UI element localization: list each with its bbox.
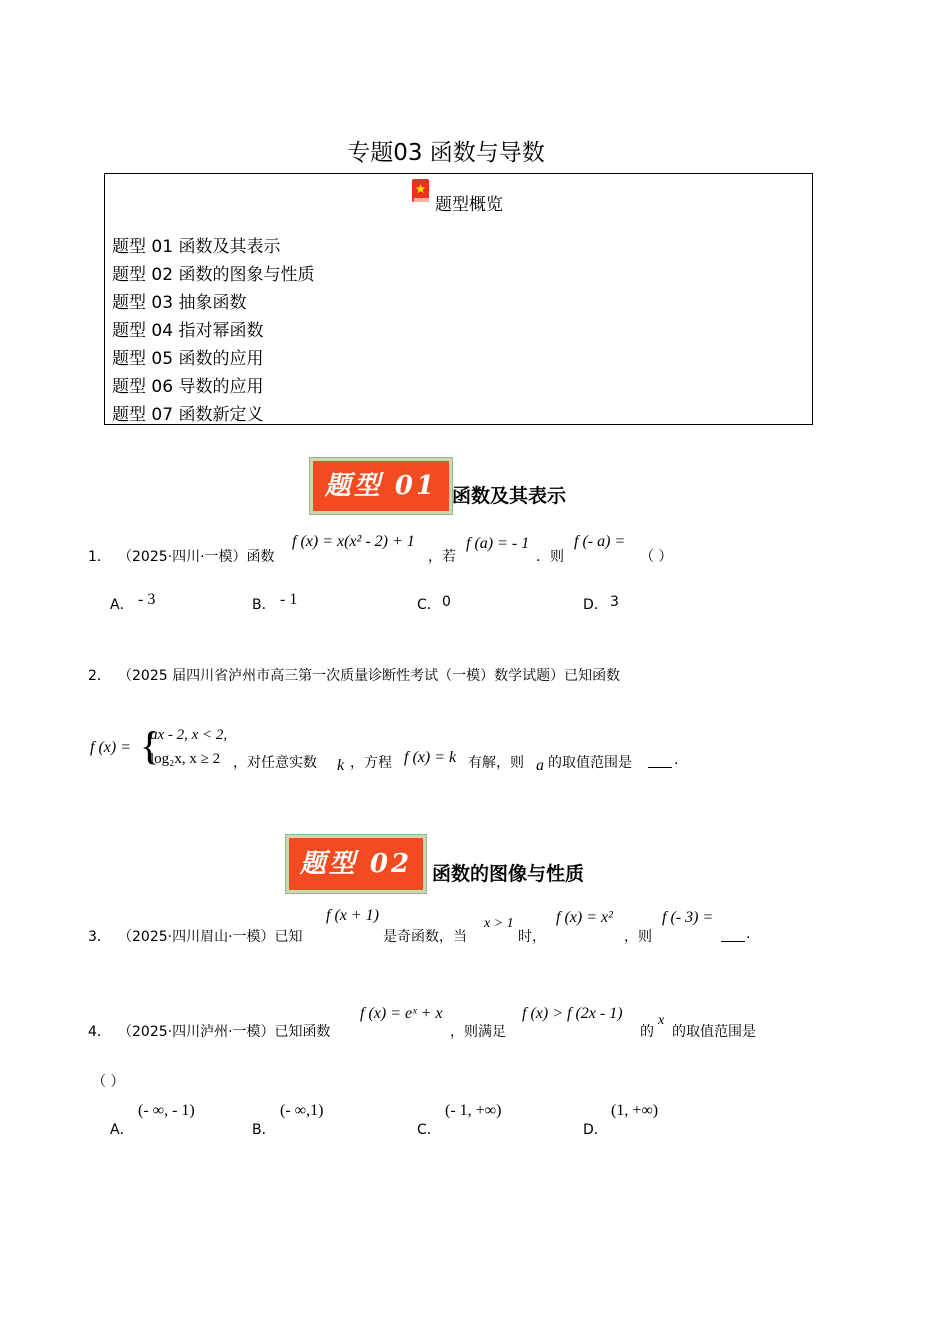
question-4-text: 的 xyxy=(640,1024,654,1040)
question-4-inequality: f (x) > f (2x - 1) xyxy=(522,1005,623,1022)
question-2-text: ，方程 xyxy=(350,755,392,771)
question-3-formula: f (x + 1) xyxy=(326,907,379,924)
overview-item: 题型 05 函数的应用 xyxy=(112,349,264,369)
option-label: C． xyxy=(417,1122,441,1138)
overview-item: 题型 01 函数及其表示 xyxy=(112,237,281,257)
section-title: 函数及其表示 xyxy=(452,485,567,507)
question-4-function: f (x) = eˣ + x xyxy=(360,1005,443,1022)
answer-blank[interactable] xyxy=(648,752,672,768)
option-label: B． xyxy=(252,597,276,613)
question-2-end: . xyxy=(674,752,679,768)
question-4-variable: x xyxy=(658,1013,665,1028)
option-value: (- 1, +∞) xyxy=(445,1102,502,1119)
section-title: 函数的图像与性质 xyxy=(432,863,585,885)
overview-item: 题型 02 函数的图象与性质 xyxy=(112,265,315,285)
overview-item: 题型 03 抽象函数 xyxy=(112,293,247,313)
question-3-text: ，则 xyxy=(624,929,652,945)
question-1-formula: f (x) = x(x² - 2) + 1 xyxy=(292,533,415,550)
option-label: C． xyxy=(417,597,441,613)
option-value: (- ∞,1) xyxy=(280,1102,324,1119)
question-2-equation: f (x) = k xyxy=(404,749,457,766)
question-2-case-2: log₂x, x ≥ 2 xyxy=(150,751,221,767)
question-1-condition: f (a) = - 1 xyxy=(466,535,530,552)
question-2-case-1: ax - 2, x < 2, xyxy=(150,727,228,743)
question-1-answer-paren: （ ） xyxy=(640,549,673,565)
section-badge: 题型 01 xyxy=(310,458,452,514)
question-3-condition: x > 1 xyxy=(484,916,514,931)
question-3-text: 时， xyxy=(518,929,546,945)
option-value: (1, +∞) xyxy=(611,1102,659,1119)
question-3-target: f (- 3) = xyxy=(662,909,714,926)
question-2-variable: k xyxy=(337,757,345,774)
question-3-source: （2025·四川眉山·一模）已知 xyxy=(118,929,303,945)
overview-item: 题型 04 指对幂函数 xyxy=(112,321,264,341)
question-2-function: f (x) = xyxy=(90,739,131,756)
question-2-number: 2． xyxy=(88,668,111,684)
question-4-text: 的取值范围是 xyxy=(672,1024,756,1040)
answer-blank[interactable] xyxy=(721,926,745,942)
question-2-variable: a xyxy=(536,757,544,774)
question-3-definition: f (x) = x² xyxy=(556,909,613,926)
question-1-number: 1． xyxy=(88,549,111,565)
option-label: A． xyxy=(110,1122,134,1138)
question-4-number: 4． xyxy=(88,1024,111,1040)
question-2-source: （2025 届四川省泸州市高三第一次质量诊断性考试（一模）数学试题）已知函数 xyxy=(118,668,621,684)
section-badge: 题型 02 xyxy=(286,835,426,893)
overview-box xyxy=(104,173,813,425)
page-title: 专题03 函数与导数 xyxy=(347,140,545,166)
question-1-source: （2025·四川·一模）函数 xyxy=(118,549,275,565)
book-icon xyxy=(411,178,431,204)
question-2-text: 有解，则 xyxy=(468,755,524,771)
option-value: (- ∞, - 1) xyxy=(138,1102,195,1119)
overview-item: 题型 06 导数的应用 xyxy=(112,377,264,397)
option-value: - 3 xyxy=(138,591,156,608)
question-1-target: f (- a) = xyxy=(574,533,626,550)
question-4-answer-paren: （ ） xyxy=(92,1074,125,1090)
brace-icon: { xyxy=(140,723,160,768)
question-4-source: （2025·四川泸州·一模）已知函数 xyxy=(118,1024,331,1040)
question-3-number: 3． xyxy=(88,929,111,945)
question-1-text: ，若 xyxy=(428,549,456,565)
overview-heading: 题型概览 xyxy=(435,195,503,215)
option-label: D． xyxy=(583,597,608,613)
option-label: A． xyxy=(110,597,134,613)
option-value: 3 xyxy=(610,594,619,610)
question-3-text: 是奇函数，当 xyxy=(383,929,467,945)
option-label: B． xyxy=(252,1122,276,1138)
question-2-text: 的取值范围是 xyxy=(548,755,632,771)
overview-item: 题型 07 函数新定义 xyxy=(112,405,264,425)
question-1-text: ．则 xyxy=(536,549,564,565)
option-value: 0 xyxy=(442,594,451,610)
option-value: - 1 xyxy=(280,591,298,608)
question-2-text: ，对任意实数 xyxy=(233,755,317,771)
option-label: D． xyxy=(583,1122,608,1138)
question-4-text: ，则满足 xyxy=(450,1024,506,1040)
question-3-end: . xyxy=(746,926,751,942)
